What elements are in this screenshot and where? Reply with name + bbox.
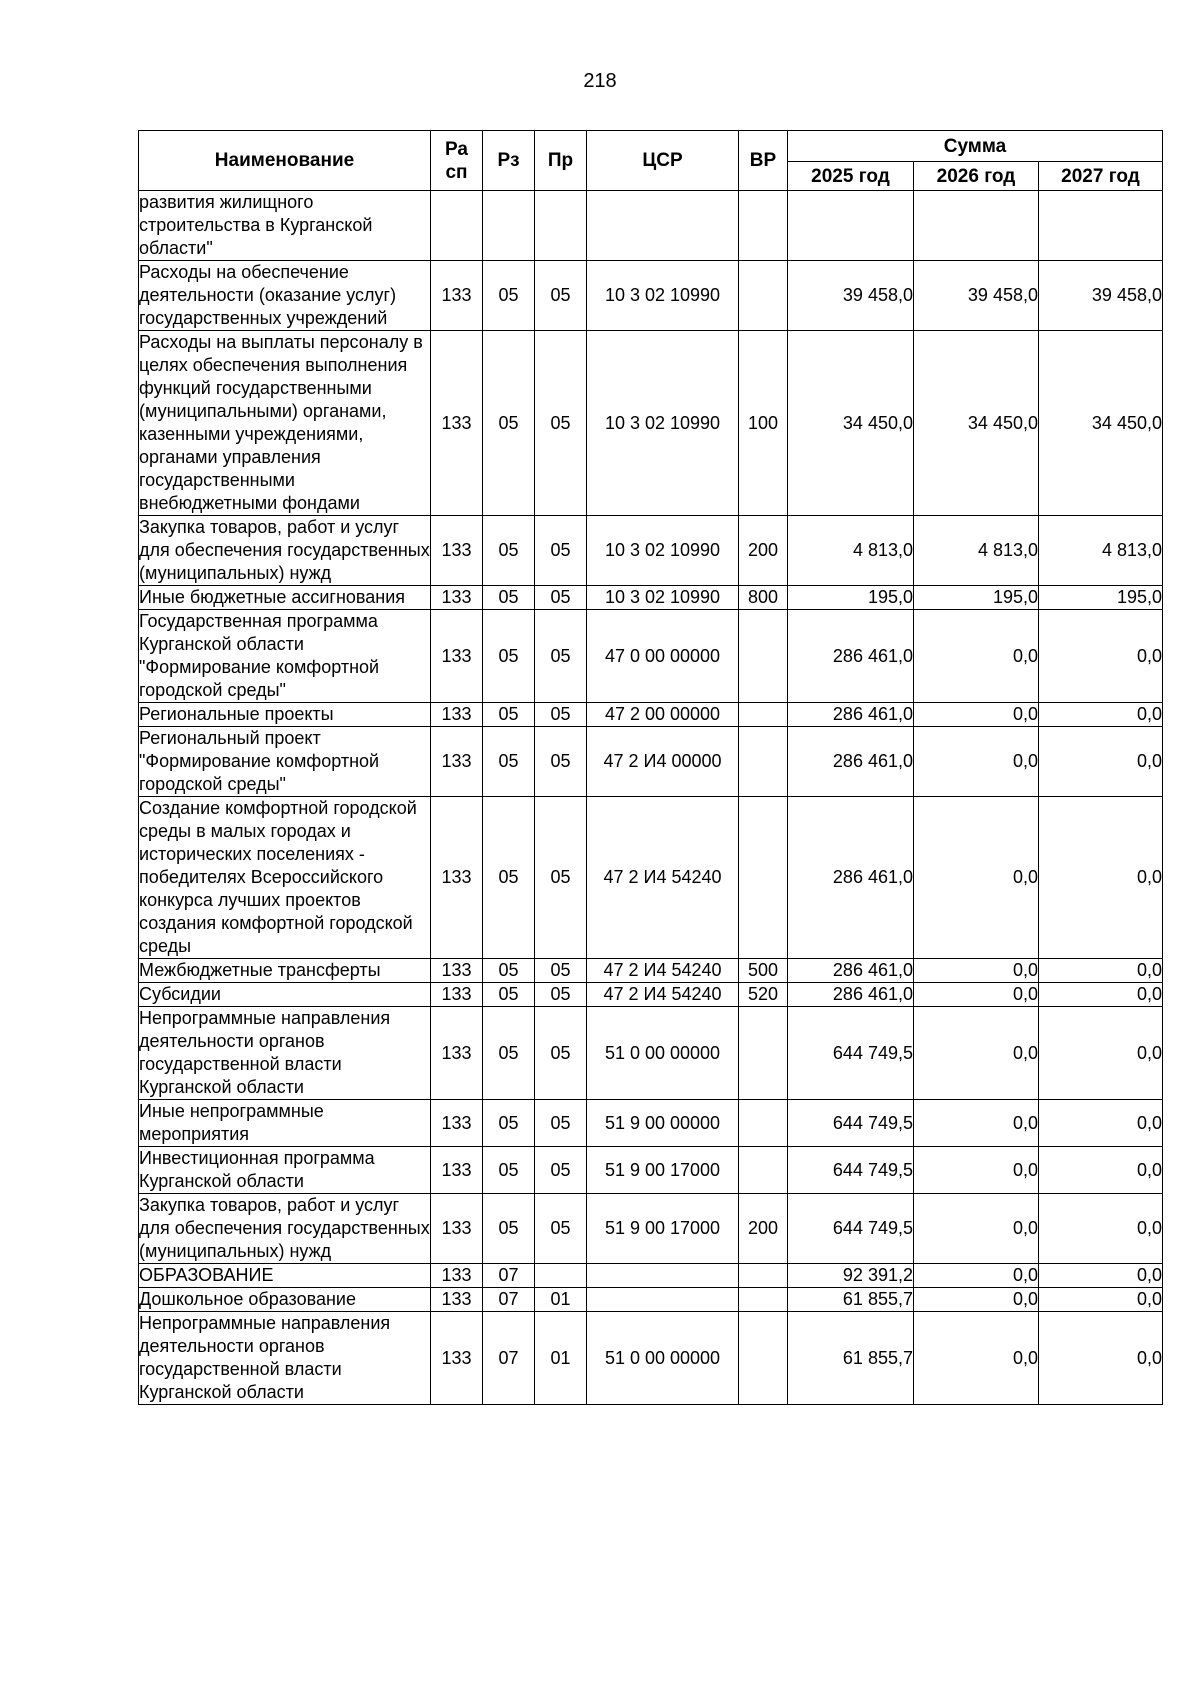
cell-rasp: 133 (431, 261, 483, 331)
cell-rasp: 133 (431, 1288, 483, 1312)
cell-rasp: 133 (431, 331, 483, 516)
table-row (139, 959, 1163, 983)
table-row (139, 331, 1163, 516)
cell-2025: 286 461,0 (788, 610, 914, 703)
table-row (139, 610, 1163, 703)
cell-vr (739, 1264, 788, 1288)
header-vr: ВР (739, 131, 788, 191)
cell-name: Непрограммные направления деятельности органов государственной власти Курганской области (139, 1007, 431, 1100)
cell-rasp: 133 (431, 797, 483, 959)
cell-2027 (1039, 191, 1163, 261)
cell-2025: 39 458,0 (788, 261, 914, 331)
cell-rasp: 133 (431, 1007, 483, 1100)
cell-2025 (788, 191, 914, 261)
cell-2025: 286 461,0 (788, 959, 914, 983)
cell-pr: 01 (535, 1312, 587, 1405)
cell-2025: 61 855,7 (788, 1288, 914, 1312)
cell-name: Межбюджетные трансферты (139, 959, 431, 983)
cell-pr: 05 (535, 797, 587, 959)
cell-2027: 4 813,0 (1039, 516, 1163, 586)
cell-vr (739, 1288, 788, 1312)
cell-rasp: 133 (431, 586, 483, 610)
cell-vr (739, 610, 788, 703)
table-row (139, 983, 1163, 1007)
cell-name: Закупка товаров, работ и услуг для обеспечения государственных (муниципальных) нужд (139, 516, 431, 586)
cell-2027: 0,0 (1039, 1288, 1163, 1312)
cell-2026: 0,0 (914, 703, 1039, 727)
cell-rz: 05 (483, 516, 535, 586)
header-name: Наименование (139, 131, 431, 191)
cell-vr (739, 191, 788, 261)
cell-2027: 0,0 (1039, 1100, 1163, 1147)
header-rasp (431, 131, 483, 191)
cell-name: Субсидии (139, 983, 431, 1007)
header-pr: Пр (535, 131, 587, 191)
cell-pr: 05 (535, 703, 587, 727)
table-row (139, 1147, 1163, 1194)
header-csr: ЦСР (587, 131, 739, 191)
cell-vr (739, 1007, 788, 1100)
cell-pr: 05 (535, 959, 587, 983)
cell-2027: 0,0 (1039, 983, 1163, 1007)
cell-pr: 05 (535, 727, 587, 797)
table-row (139, 703, 1163, 727)
cell-vr (739, 261, 788, 331)
cell-2026: 195,0 (914, 586, 1039, 610)
cell-2025: 34 450,0 (788, 331, 914, 516)
cell-name: Расходы на обеспечение деятельности (оказание услуг) государственных учреждений (139, 261, 431, 331)
cell-csr: 47 0 00 00000 (587, 610, 739, 703)
cell-vr (739, 703, 788, 727)
table-row (139, 261, 1163, 331)
cell-2026: 0,0 (914, 959, 1039, 983)
page-number: 218 (583, 70, 617, 92)
cell-rasp: 133 (431, 610, 483, 703)
cell-pr: 05 (535, 983, 587, 1007)
cell-2027: 39 458,0 (1039, 261, 1163, 331)
cell-vr: 500 (739, 959, 788, 983)
cell-name: Государственная программа Курганской области "Формирование комфортной городской среды" (139, 610, 431, 703)
cell-2027: 0,0 (1039, 727, 1163, 797)
cell-csr: 47 2 И4 54240 (587, 983, 739, 1007)
cell-name: Иные бюджетные ассигнования (139, 586, 431, 610)
cell-rz: 05 (483, 586, 535, 610)
cell-2026: 0,0 (914, 797, 1039, 959)
cell-rasp: 133 (431, 1147, 483, 1194)
cell-2027: 0,0 (1039, 703, 1163, 727)
cell-2027: 0,0 (1039, 1007, 1163, 1100)
cell-2027: 0,0 (1039, 1312, 1163, 1405)
cell-pr: 05 (535, 1100, 587, 1147)
cell-2026: 0,0 (914, 1147, 1039, 1194)
table-row (139, 797, 1163, 959)
cell-2026: 0,0 (914, 1007, 1039, 1100)
cell-2025: 286 461,0 (788, 703, 914, 727)
header-rasp-line1: Ра (445, 138, 468, 160)
cell-2027: 0,0 (1039, 1264, 1163, 1288)
cell-rasp: 133 (431, 959, 483, 983)
cell-rasp: 133 (431, 1100, 483, 1147)
cell-vr: 800 (739, 586, 788, 610)
cell-2026: 0,0 (914, 1312, 1039, 1405)
cell-csr (587, 191, 739, 261)
cell-csr: 47 2 И4 00000 (587, 727, 739, 797)
cell-pr: 05 (535, 331, 587, 516)
table-row (139, 191, 1163, 261)
cell-2026: 0,0 (914, 1194, 1039, 1264)
cell-csr: 10 3 02 10990 (587, 516, 739, 586)
cell-vr (739, 797, 788, 959)
cell-csr: 51 9 00 17000 (587, 1194, 739, 1264)
cell-2026 (914, 191, 1039, 261)
table-row (139, 586, 1163, 610)
cell-2026: 0,0 (914, 727, 1039, 797)
cell-vr (739, 1312, 788, 1405)
cell-rasp: 133 (431, 1312, 483, 1405)
cell-rz: 05 (483, 261, 535, 331)
cell-pr: 05 (535, 516, 587, 586)
cell-rasp: 133 (431, 703, 483, 727)
cell-2027: 0,0 (1039, 1147, 1163, 1194)
cell-vr (739, 1100, 788, 1147)
header-rasp-line2: сп (445, 161, 468, 183)
cell-rz: 05 (483, 703, 535, 727)
cell-name: Закупка товаров, работ и услуг для обеспечения государственных (муниципальных) нужд (139, 1194, 431, 1264)
header-sum: Сумма (788, 131, 1163, 162)
cell-name: Инвестиционная программа Курганской области (139, 1147, 431, 1194)
cell-pr: 05 (535, 1007, 587, 1100)
table-row (139, 516, 1163, 586)
cell-rz: 05 (483, 727, 535, 797)
cell-csr: 51 9 00 00000 (587, 1100, 739, 1147)
cell-rz: 05 (483, 331, 535, 516)
cell-2026: 0,0 (914, 1288, 1039, 1312)
cell-2027: 34 450,0 (1039, 331, 1163, 516)
cell-rz: 05 (483, 1194, 535, 1264)
cell-vr: 520 (739, 983, 788, 1007)
cell-name: Региональный проект "Формирование комфортной городской среды" (139, 727, 431, 797)
cell-rasp: 133 (431, 1264, 483, 1288)
cell-2025: 286 461,0 (788, 797, 914, 959)
cell-name: Непрограммные направления деятельности органов государственной власти Курганской области (139, 1312, 431, 1405)
budget-table (138, 130, 1163, 1405)
cell-2025: 644 749,5 (788, 1100, 914, 1147)
cell-2026: 0,0 (914, 1264, 1039, 1288)
cell-vr: 100 (739, 331, 788, 516)
cell-pr: 05 (535, 586, 587, 610)
cell-csr: 10 3 02 10990 (587, 331, 739, 516)
cell-vr: 200 (739, 516, 788, 586)
cell-csr: 51 0 00 00000 (587, 1312, 739, 1405)
cell-rasp: 133 (431, 727, 483, 797)
table-row (139, 727, 1163, 797)
cell-2025: 644 749,5 (788, 1147, 914, 1194)
cell-pr: 05 (535, 261, 587, 331)
cell-rz: 05 (483, 959, 535, 983)
cell-2026: 4 813,0 (914, 516, 1039, 586)
cell-2026: 0,0 (914, 1100, 1039, 1147)
cell-2025: 61 855,7 (788, 1312, 914, 1405)
cell-vr: 200 (739, 1194, 788, 1264)
cell-2027: 0,0 (1039, 959, 1163, 983)
cell-csr: 51 9 00 17000 (587, 1147, 739, 1194)
cell-name: Региональные проекты (139, 703, 431, 727)
table-row (139, 1312, 1163, 1405)
cell-csr (587, 1264, 739, 1288)
cell-rz: 05 (483, 1100, 535, 1147)
table-row (139, 1100, 1163, 1147)
cell-2026: 0,0 (914, 983, 1039, 1007)
cell-csr: 47 2 И4 54240 (587, 797, 739, 959)
cell-csr (587, 1288, 739, 1312)
cell-2025: 644 749,5 (788, 1007, 914, 1100)
cell-vr (739, 1147, 788, 1194)
cell-rasp: 133 (431, 1194, 483, 1264)
cell-rz: 07 (483, 1312, 535, 1405)
cell-name: развития жилищного строительства в Курганской области" (139, 191, 431, 261)
table-row (139, 1194, 1163, 1264)
cell-pr: 05 (535, 610, 587, 703)
cell-2026: 34 450,0 (914, 331, 1039, 516)
table-row (139, 1288, 1163, 1312)
table-row (139, 1264, 1163, 1288)
cell-rasp (431, 191, 483, 261)
cell-name: Расходы на выплаты персоналу в целях обеспечения выполнения функций государственными (муниципальными) органами, казенными учреждениями, органами управления государственными внебюджетными фондами (139, 331, 431, 516)
cell-rz: 05 (483, 1147, 535, 1194)
cell-2025: 92 391,2 (788, 1264, 914, 1288)
cell-2025: 286 461,0 (788, 983, 914, 1007)
header-year-2026: 2026 год (914, 162, 1039, 191)
cell-csr: 10 3 02 10990 (587, 261, 739, 331)
cell-pr: 05 (535, 1194, 587, 1264)
cell-csr: 47 2 00 00000 (587, 703, 739, 727)
cell-2027: 0,0 (1039, 1194, 1163, 1264)
cell-2026: 39 458,0 (914, 261, 1039, 331)
cell-2025: 4 813,0 (788, 516, 914, 586)
cell-csr: 51 0 00 00000 (587, 1007, 739, 1100)
cell-name: ОБРАЗОВАНИЕ (139, 1264, 431, 1288)
cell-2025: 286 461,0 (788, 727, 914, 797)
cell-name: Создание комфортной городской среды в малых городах и исторических поселениях - победителях Всероссийского конкурса лучших проектов создания комфортной городской среды (139, 797, 431, 959)
cell-rz: 07 (483, 1264, 535, 1288)
header-row-1 (139, 131, 1163, 162)
cell-2027: 0,0 (1039, 610, 1163, 703)
cell-rz: 05 (483, 610, 535, 703)
header-rz: Рз (483, 131, 535, 191)
table-row (139, 1007, 1163, 1100)
cell-pr (535, 191, 587, 261)
cell-2025: 195,0 (788, 586, 914, 610)
cell-2026: 0,0 (914, 610, 1039, 703)
cell-name: Дошкольное образование (139, 1288, 431, 1312)
cell-pr: 05 (535, 1147, 587, 1194)
cell-2025: 644 749,5 (788, 1194, 914, 1264)
cell-pr: 01 (535, 1288, 587, 1312)
cell-2027: 0,0 (1039, 797, 1163, 959)
cell-rasp: 133 (431, 516, 483, 586)
cell-rz: 05 (483, 797, 535, 959)
cell-rz: 05 (483, 1007, 535, 1100)
cell-csr: 47 2 И4 54240 (587, 959, 739, 983)
cell-rz: 05 (483, 983, 535, 1007)
cell-rz: 07 (483, 1288, 535, 1312)
header-year-2025: 2025 год (788, 162, 914, 191)
cell-pr (535, 1264, 587, 1288)
cell-csr: 10 3 02 10990 (587, 586, 739, 610)
cell-rasp: 133 (431, 983, 483, 1007)
cell-rz (483, 191, 535, 261)
cell-vr (739, 727, 788, 797)
cell-2027: 195,0 (1039, 586, 1163, 610)
cell-name: Иные непрограммные мероприятия (139, 1100, 431, 1147)
header-year-2027: 2027 год (1039, 162, 1163, 191)
